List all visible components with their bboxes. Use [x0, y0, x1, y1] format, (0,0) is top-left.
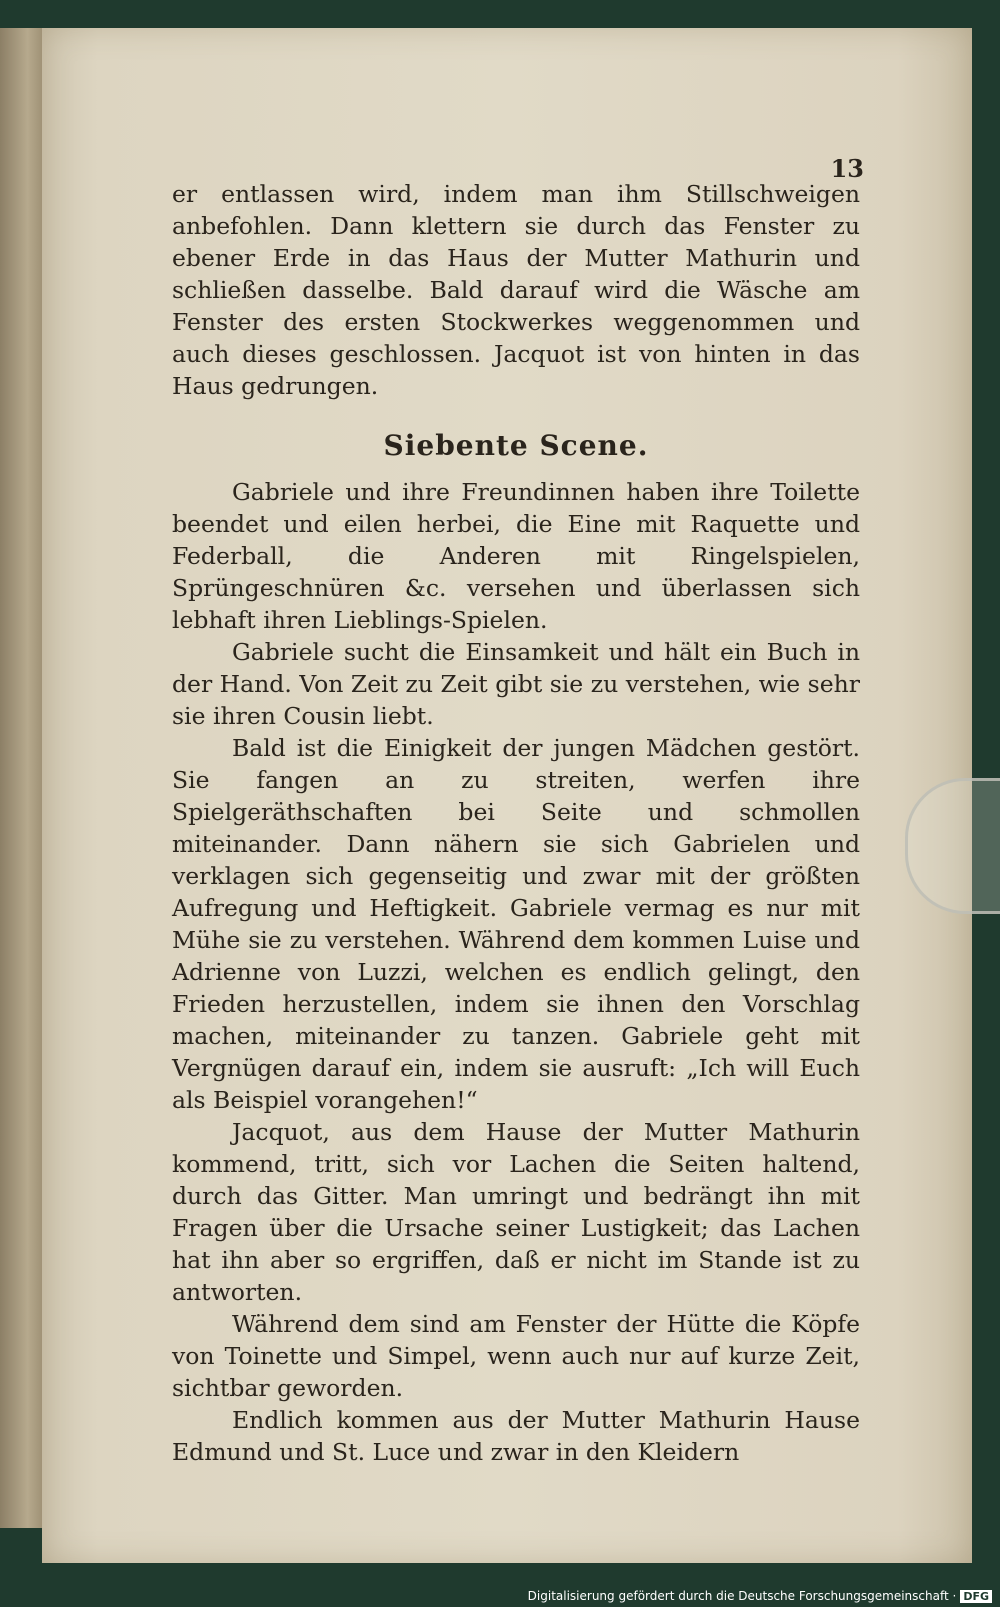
scene-heading: Siebente Scene. [383, 429, 649, 462]
page-number: 13 [830, 154, 864, 183]
paragraph-6: Während dem sind am Fenster der Hütte die Köpfe von Toinette und Simpel, wenn auch nur auf kurze Zeit, sichtbar geworden. [172, 1310, 860, 1402]
paragraph-3: Gabriele sucht die Einsamkeit und hält ein Buch in der Hand. Von Zeit zu Zeit gibt sie zu verstehen, wie sehr sie ihren Cousin liebt. [172, 638, 860, 730]
footer-credit [528, 1589, 992, 1603]
dfg-logo: DFG [960, 1590, 992, 1603]
left-page-edge [0, 28, 46, 1528]
page-clip [905, 778, 1000, 914]
paragraph-5: Jacquot, aus dem Hause der Mutter Mathurin kommend, tritt, sich vor Lachen die Seiten haltend, durch das Gitter. Man umringt und bedrängt ihn mit Fragen über die Ursache seiner Lustigkeit; das Lachen hat ihn aber so ergriffen, daß er nicht im Stande ist zu antworten. [172, 1118, 860, 1306]
paragraph-7: Endlich kommen aus der Mutter Mathurin Hause Edmund und St. Luce und zwar in den Kleidern [172, 1406, 860, 1466]
footer-text: Digitalisierung gefördert durch die Deutsche Forschungsgemeinschaft · [527, 1589, 957, 1603]
paragraph-1: er entlassen wird, indem man ihm Stillschweigen anbefohlen. Dann klettern sie durch das Fenster zu ebener Erde in das Haus der Mutter Mathurin und schließen dasselbe. Bald darauf wird die Wäsche am Fenster des ersten Stockwerkes weggenommen und auch dieses geschlossen. Jacquot ist von hinten in das Haus gedrungen. [172, 180, 860, 400]
page-text [172, 178, 860, 1468]
paragraph-2: Gabriele und ihre Freundinnen haben ihre Toilette beendet und eilen herbei, die Eine mit Raquette und Federball, die Anderen mit Ringelspielen, Sprüngeschnüren &c. versehen und überlassen sich lebhaft ihren Lieblings-Spielen. [172, 478, 860, 634]
paragraph-4: Bald ist die Einigkeit der jungen Mädchen gestört. Sie fangen an zu streiten, werfen ihre Spielgeräthschaften bei Seite und schmollen miteinander. Dann nähern sie sich Gabrielen und verklagen sich gegenseitig und zwar mit der größten Aufregung und Heftigkeit. Gabriele vermag es nur mit Mühe sie zu verstehen. Während dem kommen Luise und Adrienne von Luzzi, welchen es endlich gelingt, den Frieden herzustellen, indem sie ihnen den Vorschlag machen, miteinander zu tanzen. Gabriele geht mit Vergnügen darauf ein, indem sie ausruft: „Ich will Euch als Beispiel vorangehen!“ [172, 734, 860, 1114]
